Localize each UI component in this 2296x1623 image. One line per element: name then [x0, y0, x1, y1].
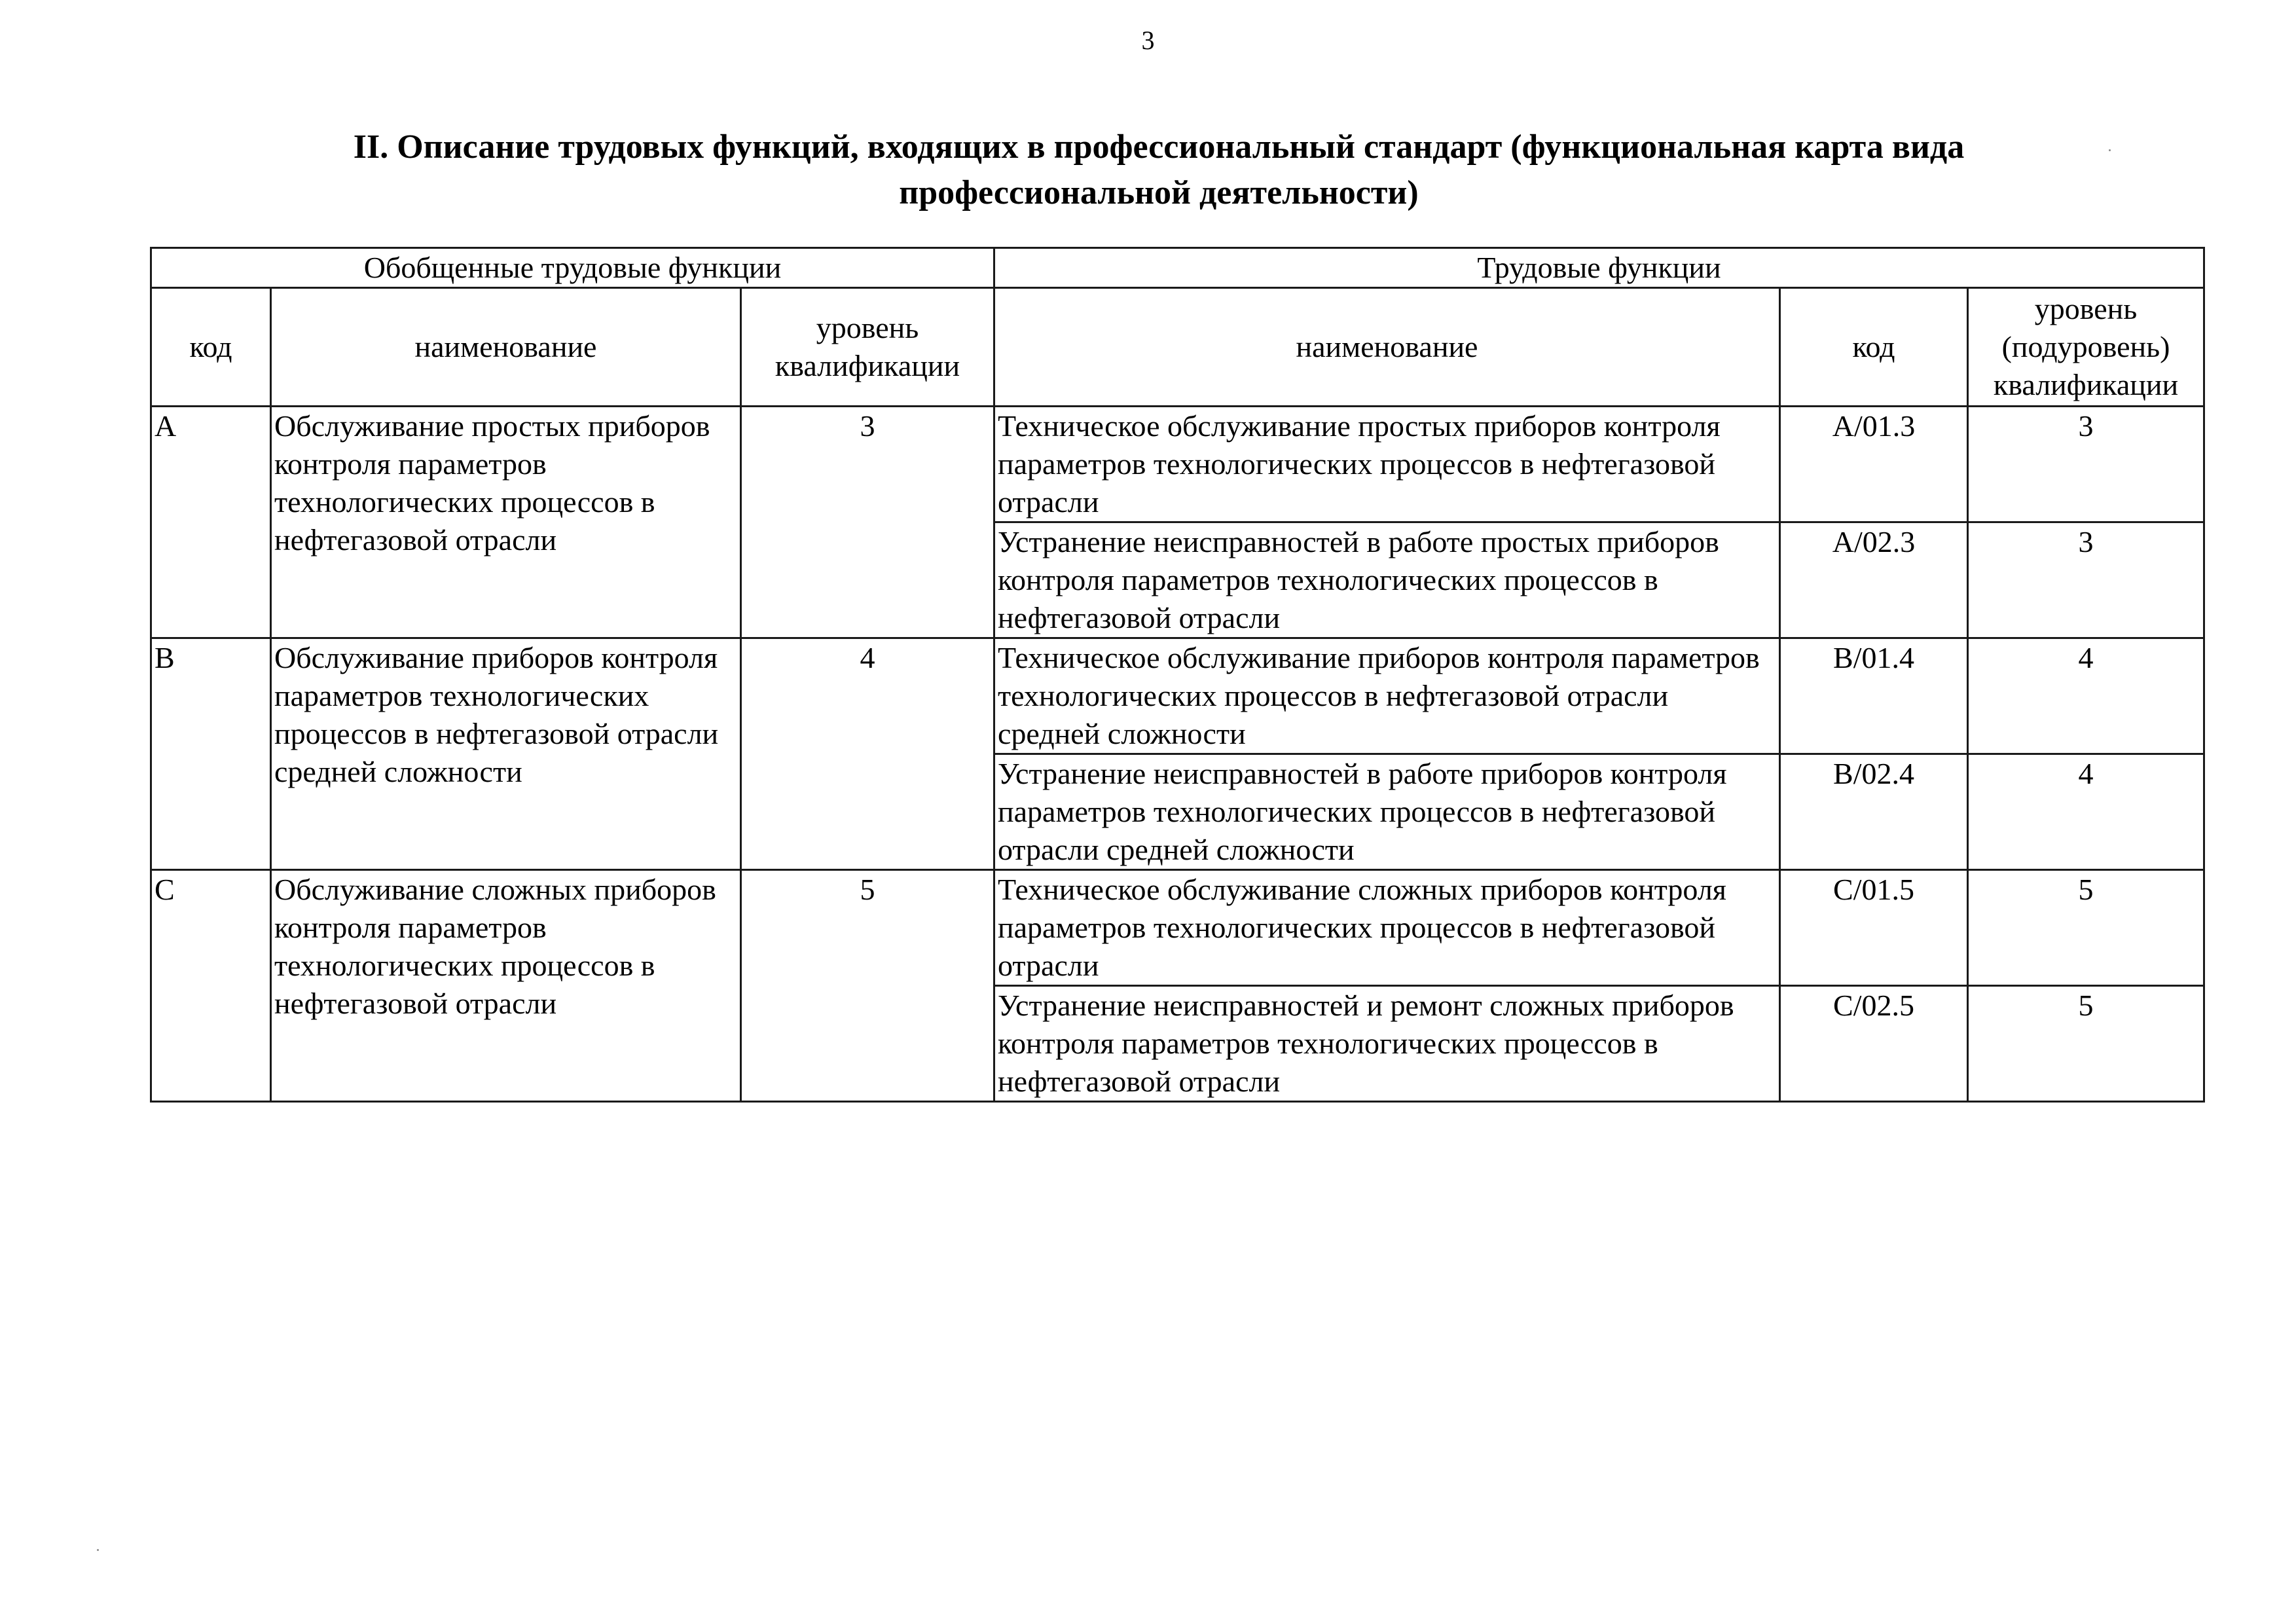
table-row	[151, 407, 2204, 522]
functional-map-table	[150, 247, 2205, 1103]
tf-name-cell: Устранение неисправностей в работе простых приборов контроля параметров технологических процессов в нефтегазовой отрасли	[994, 522, 1780, 638]
table-row	[151, 870, 2204, 986]
scan-speck	[97, 1549, 99, 1551]
tf-name-cell: Техническое обслуживание приборов контроля параметров технологических процессов в нефтегазовой отрасли средней сложности	[994, 638, 1780, 754]
column-header-code: код	[151, 288, 271, 407]
gtf-level-cell: 4	[741, 638, 994, 870]
tf-level-cell: 3	[1968, 522, 2204, 638]
gtf-code-cell: B	[151, 638, 271, 870]
tf-level-cell: 4	[1968, 638, 2204, 754]
tf-code-cell: B/01.4	[1780, 638, 1968, 754]
scan-speck	[2109, 149, 2111, 151]
section-heading-line-2: профессиональной деятельности)	[899, 174, 1419, 211]
gtf-level-cell: 3	[741, 407, 994, 638]
gtf-code-cell: C	[151, 870, 271, 1102]
header-generalized-functions: Обобщенные трудовые функции	[151, 248, 994, 288]
header-labor-functions: Трудовые функции	[994, 248, 2204, 288]
tf-level-cell: 4	[1968, 754, 2204, 870]
tf-name-cell: Устранение неисправностей в работе приборов контроля параметров технологических процессов в нефтегазовой отрасли средней сложности	[994, 754, 1780, 870]
group-header-row	[151, 248, 2204, 288]
gtf-name-cell: Обслуживание простых приборов контроля параметров технологических процессов в нефтегазовой отрасли	[271, 407, 741, 638]
column-header-tf-name: наименование	[994, 288, 1780, 407]
table-row	[151, 638, 2204, 754]
tf-name-cell: Устранение неисправностей и ремонт сложных приборов контроля параметров технологических процессов в нефтегазовой отрасли	[994, 986, 1780, 1102]
gtf-code-cell: A	[151, 407, 271, 638]
tf-level-cell: 5	[1968, 870, 2204, 986]
tf-level-cell: 5	[1968, 986, 2204, 1102]
tf-code-cell: B/02.4	[1780, 754, 1968, 870]
column-header-tf-level: уровень (подуровень) квалификации	[1968, 288, 2204, 407]
tf-code-cell: C/01.5	[1780, 870, 1968, 986]
gtf-name-cell: Обслуживание сложных приборов контроля параметров технологических процессов в нефтегазовой отрасли	[271, 870, 741, 1102]
section-heading-line-1: II. Описание трудовых функций, входящих в профессиональный стандарт (функциональная карта вида	[353, 128, 1965, 166]
tf-code-cell: C/02.5	[1780, 986, 1968, 1102]
tf-name-cell: Техническое обслуживание простых приборов контроля параметров технологических процессов в нефтегазовой отрасли	[994, 407, 1780, 522]
column-header-row	[151, 288, 2204, 407]
gtf-name-cell: Обслуживание приборов контроля параметров технологических процессов в нефтегазовой отрасли средней сложности	[271, 638, 741, 870]
section-heading	[216, 124, 2102, 216]
page-number: 3	[1141, 26, 1155, 55]
tf-name-cell: Техническое обслуживание сложных приборов контроля параметров технологических процессов в нефтегазовой отрасли	[994, 870, 1780, 986]
tf-code-cell: A/02.3	[1780, 522, 1968, 638]
column-header-name: наименование	[271, 288, 741, 407]
gtf-level-cell: 5	[741, 870, 994, 1102]
tf-code-cell: A/01.3	[1780, 407, 1968, 522]
column-header-tf-code: код	[1780, 288, 1968, 407]
tf-level-cell: 3	[1968, 407, 2204, 522]
column-header-level: уровень квалификации	[741, 288, 994, 407]
